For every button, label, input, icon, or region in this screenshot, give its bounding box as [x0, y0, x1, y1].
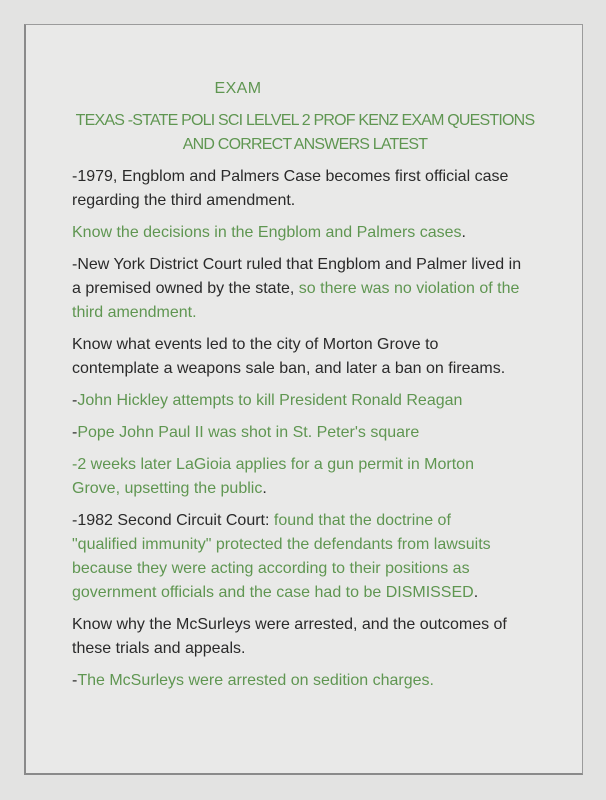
- text-segment: AND CORRECT ANSWERS LATEST: [182, 136, 428, 153]
- text-segment: regarding the third amendment.: [72, 192, 296, 209]
- text-segment: .: [461, 224, 466, 241]
- text-segment: contemplate a weapons sale ban, and later a ban on fireams.: [72, 360, 506, 377]
- text-segment: found that the doctrine of: [269, 512, 451, 529]
- prompt-engblom-decisions: [72, 221, 538, 245]
- answer-1982-second-circuit: [72, 509, 538, 605]
- text-segment: so there was no violation of the: [294, 280, 520, 297]
- answer-mcsurleys: [72, 669, 538, 693]
- text-segment: .: [473, 584, 479, 601]
- text-segment: Know why the McSurleys were arrested, and the outcomes of: [72, 616, 507, 633]
- text-segment: -2 weeks later LaGioia applies for a gun permit in Morton: [72, 456, 474, 473]
- answer-ny-district-court: [72, 253, 538, 325]
- text-segment: these trials and appeals.: [72, 640, 246, 657]
- text-segment: TEXAS -STATE POLI SCI LELVEL 2 PROF KENZ EXAM QUESTIONS: [75, 112, 535, 129]
- text-segment: Grove, upsetting the public: [72, 480, 263, 497]
- text-segment: .: [262, 480, 267, 497]
- exam-heading: [24, 77, 471, 101]
- text-segment: -: [72, 392, 78, 409]
- course-heading: [72, 109, 538, 157]
- document-body: [72, 77, 538, 693]
- answer-hickley: [72, 389, 538, 413]
- text-segment: -1982 Second Circuit Court:: [72, 512, 270, 529]
- text-segment: Know the decisions in the Engblom and Palmers cases: [72, 224, 462, 241]
- answer-lagioia: [72, 453, 538, 501]
- text-segment: because they were acting according to their positions as: [72, 560, 470, 577]
- prompt-mcsurleys: [72, 613, 538, 661]
- text-segment: third amendment.: [72, 304, 197, 321]
- text-segment: -: [72, 424, 78, 441]
- text-segment: government officials and the case had to be DISMISSED: [72, 584, 474, 601]
- text-segment: -: [72, 672, 78, 689]
- text-segment: Pope John Paul II was shot in St. Peter's square: [77, 424, 420, 441]
- answer-pope: [72, 421, 538, 445]
- fact-1979-engblom-case: [72, 165, 538, 213]
- document-page: [24, 24, 583, 775]
- prompt-morton-grove: [72, 333, 538, 381]
- text-segment: -1979, Engblom and Palmers Case becomes first official case: [72, 168, 509, 185]
- text-segment: "qualified immunity" protected the defendants from lawsuits: [72, 536, 491, 553]
- text-segment: John Hickley attempts to kill President Ronald Reagan: [77, 392, 463, 409]
- text-segment: -New York District Court ruled that Engblom and Palmer lived in: [72, 256, 522, 273]
- text-segment: a premised owned by the state,: [72, 280, 295, 297]
- text-segment: The McSurleys were arrested on sedition charges.: [77, 672, 434, 689]
- text-segment: Know what events led to the city of Morton Grove to: [72, 336, 439, 353]
- text-segment: EXAM: [214, 80, 262, 97]
